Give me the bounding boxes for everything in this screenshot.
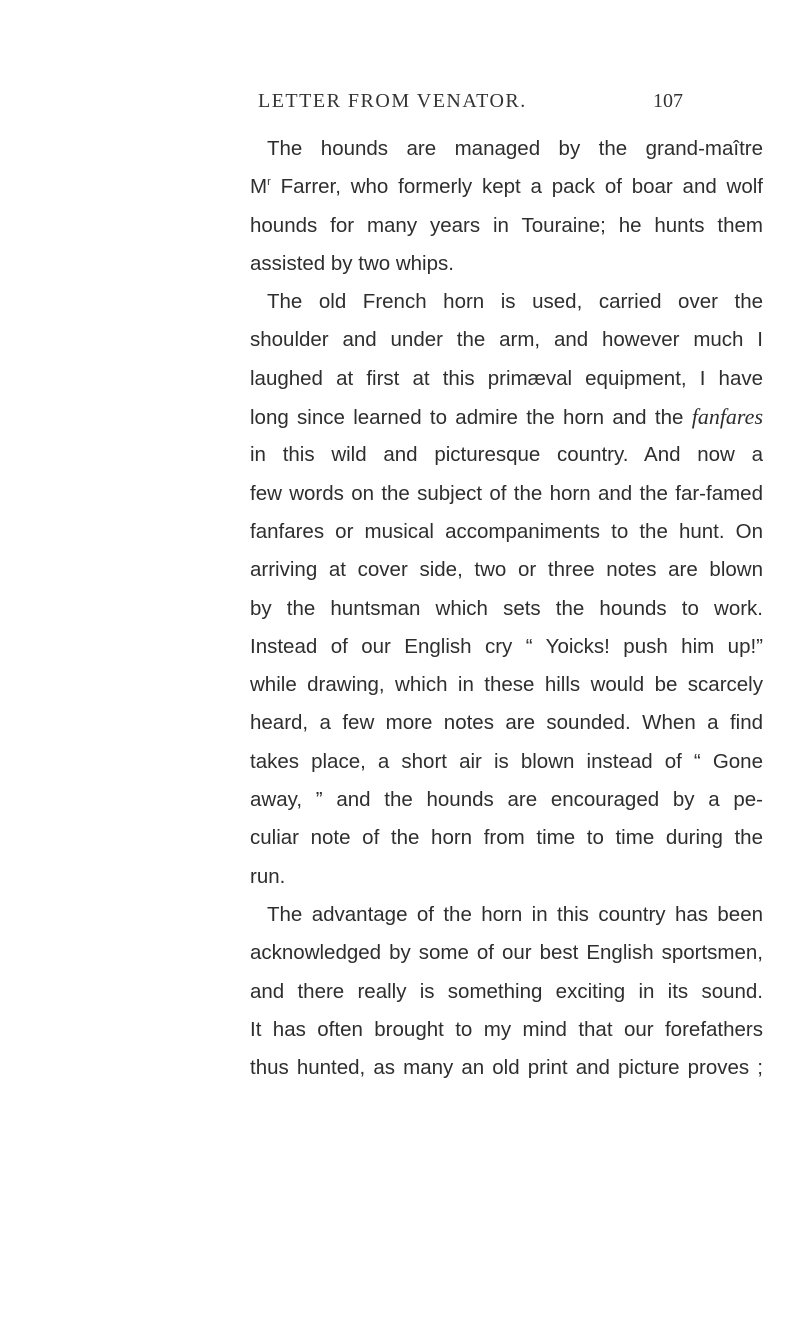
text-line: hounds for many years in Touraine; he hunts them xyxy=(250,213,763,237)
text-line: long since learned to admire the horn and the fanfares xyxy=(250,404,763,430)
running-head: LETTER FROM VENATOR. xyxy=(258,90,527,112)
text-line: run. xyxy=(250,864,286,888)
text-line: laughed at first at this primæval equipment, I have xyxy=(250,366,763,390)
text-line: culiar note of the horn from time to time during the xyxy=(250,826,763,850)
text-line: It has often brought to my mind that our forefathers xyxy=(250,1017,763,1041)
abbrev-mr: $M^r$ xyxy=(250,175,271,199)
text-line: Instead of our English cry “ Yoicks! push him up!” xyxy=(250,634,763,658)
text-line: acknowledged by some of our best English sportsmen, xyxy=(250,941,763,965)
text-line: shoulder and under the arm, and however much I xyxy=(250,328,763,352)
text-line: assisted by two whips. xyxy=(250,251,454,275)
text-line: takes place, a short air is blown instead of “ Gone xyxy=(250,749,763,773)
text-line: while drawing, which in these hills would be scarcely xyxy=(250,673,763,697)
text-line: and there really is something exciting in its sound. xyxy=(250,979,763,1003)
text-line: by the huntsman which sets the hounds to work. xyxy=(250,596,763,620)
text-line: The advantage of the horn in this country has been xyxy=(267,902,763,926)
text-line: few words on the subject of the horn and the far-famed xyxy=(250,481,763,505)
text-line: in this wild and picturesque country. And now a xyxy=(250,443,763,467)
text-line: arriving at cover side, two or three notes are blown xyxy=(250,558,763,582)
text-line: away, ” and the hounds are encouraged by a pe- xyxy=(250,788,763,812)
body-text xyxy=(250,130,790,1087)
text-line: The hounds are managed by the grand-maître xyxy=(267,137,763,160)
text-line: thus hunted, as many an old print and picture proves ; xyxy=(250,1056,763,1080)
text-line: fanfares or musical accompaniments to the hunt. On xyxy=(250,519,763,543)
text-line: heard, a few more notes are sounded. When a find xyxy=(250,711,763,735)
page-number: 107 xyxy=(653,90,683,112)
text-line: The old French horn is used, carried over the xyxy=(267,290,763,314)
text-line: $M^r$ Farrer, who formerly kept a pack of boar and wolf xyxy=(250,175,763,199)
italic-fanfares: fanfares xyxy=(691,404,763,430)
